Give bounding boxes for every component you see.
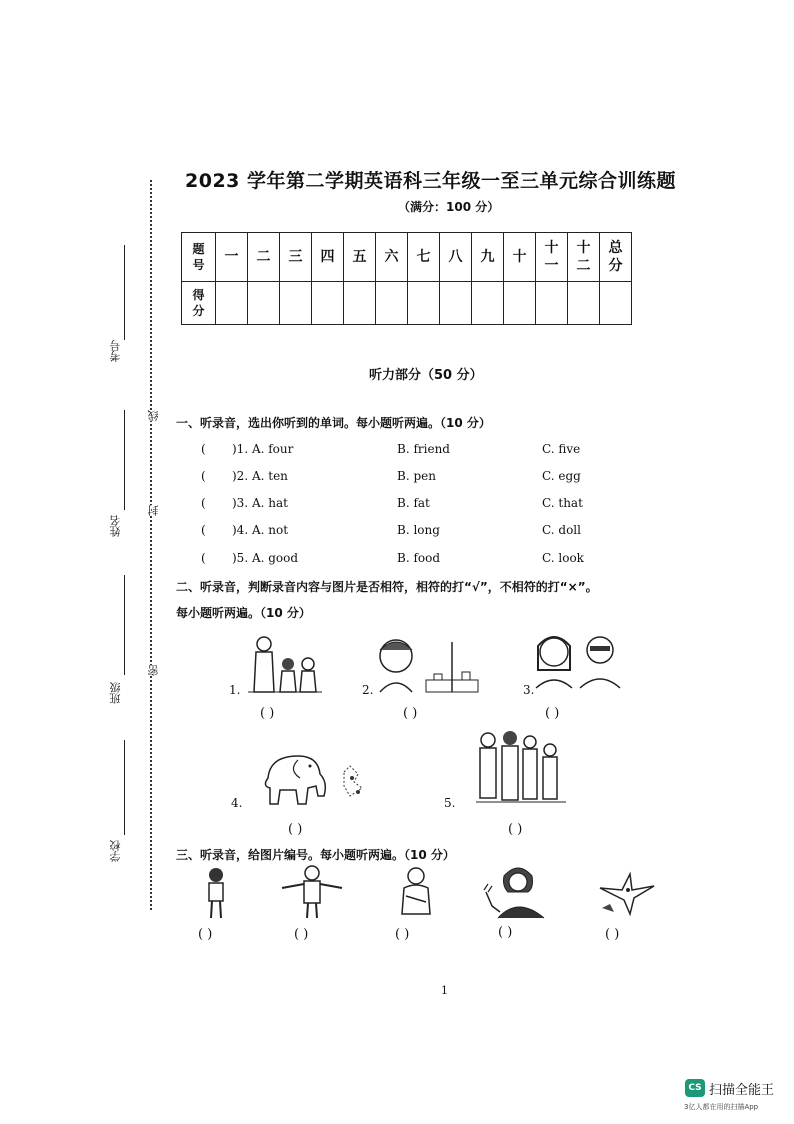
bird-kite-picture [596,868,656,920]
question-a: )1. A. four [232,442,294,456]
table-cell: 六 [376,233,408,282]
score-input-cell[interactable] [600,282,632,325]
seal-char-line: 线 [147,410,160,421]
table-cell: 一 [216,233,248,282]
table-cell: 二 [248,233,280,282]
score-input-cell[interactable] [248,282,280,325]
answer-paren[interactable]: ( ) [508,822,523,837]
binding-dotted-line [150,180,152,910]
score-input-cell[interactable] [312,282,344,325]
table-cell: 七 [408,233,440,282]
seal-char-mi: 密 [147,665,160,676]
exam-title: 2023 学年第二学期英语科三年级一至三单元综合训练题 [185,170,676,192]
answer-paren[interactable]: ( ) [498,925,513,940]
answer-paren[interactable]: ( [201,469,206,483]
camscanner-name: 扫描全能王 [709,1083,775,1098]
option-b: B. pen [397,469,436,483]
option-b: B. fat [397,496,430,510]
table-cell: 总分 [600,233,632,282]
section2-title-cont: 每小题听两遍。（10 分） [176,606,311,620]
score-table [181,232,632,325]
answer-paren[interactable]: ( [201,442,206,456]
arms-open-picture [278,864,346,920]
kaohao-line [124,245,125,340]
question-a: )3. A. hat [232,496,288,510]
answer-paren[interactable]: ( ) [294,927,309,942]
picture-number: 5. [444,796,456,810]
option-b: B. friend [397,442,450,456]
camscanner-logo: CS [685,1079,705,1097]
score-input-cell[interactable] [344,282,376,325]
picture-number: 1. [229,683,241,697]
table-cell: 十 [504,233,536,282]
score-input-cell[interactable] [504,282,536,325]
crouching-picture [396,866,436,920]
elephant-picture [258,748,388,808]
answer-paren[interactable]: ( ) [198,927,213,942]
question-a: )5. A. good [232,551,299,565]
option-b: B. long [397,523,440,537]
answer-paren[interactable]: ( ) [260,706,275,721]
option-c: C. that [542,496,583,510]
question-a: )2. A. ten [232,469,288,483]
woman-city-picture [374,634,484,696]
section3-title: 三、听录音，给图片编号。每小题听两遍。（10 分） [176,848,455,862]
score-input-cell[interactable] [280,282,312,325]
option-b: B. food [397,551,441,565]
class-label: 班级 [109,682,122,704]
page-number: 1 [441,984,448,997]
kaohao-label: 考号 [109,340,122,362]
class-line [124,575,125,675]
camscanner-slogan: 3亿人都在用的扫描App [684,1103,759,1111]
table-cell: 五 [344,233,376,282]
score-input-cell[interactable] [408,282,440,325]
table-cell: 题号 [182,233,216,282]
table-cell: 九 [472,233,504,282]
answer-paren[interactable]: ( [201,523,206,537]
girl-man-picture [530,630,622,690]
picture-number: 4. [231,796,243,810]
question-a: )4. A. not [232,523,289,537]
table-cell: 十一 [536,233,568,282]
school-label: 学校 [109,840,122,862]
score-input-cell[interactable] [472,282,504,325]
score-input-cell[interactable] [376,282,408,325]
table-cell: 八 [440,233,472,282]
boy-picture [200,866,232,920]
option-c: C. five [542,442,581,456]
score-input-cell[interactable] [568,282,600,325]
score-input-cell[interactable] [536,282,568,325]
table-cell: 十二 [568,233,600,282]
family-picture [244,634,324,696]
seal-char-feng: 封 [147,505,160,516]
waving-woman-picture [482,862,548,920]
listening-part-title: 听力部分（50 分） [369,368,483,383]
school-line [124,740,125,835]
table-cell: 四 [312,233,344,282]
score-input-cell[interactable] [440,282,472,325]
picture-number: 2. [362,683,374,697]
answer-paren[interactable]: ( ) [395,927,410,942]
answer-paren[interactable]: ( ) [403,706,418,721]
option-c: C. look [542,551,584,565]
exam-subtitle: （满分：100 分） [398,200,500,214]
picture-number: 3. [523,683,535,697]
option-c: C. doll [542,523,581,537]
answer-paren[interactable]: ( ) [605,927,620,942]
answer-paren[interactable]: ( [201,496,206,510]
answer-paren[interactable]: ( ) [288,822,303,837]
answer-paren[interactable]: ( ) [545,706,560,721]
option-c: C. egg [542,469,581,483]
name-line [124,410,125,510]
group-picture [474,728,570,806]
table-cell: 得分 [182,282,216,325]
section2-title: 二、听录音，判断录音内容与图片是否相符，相符的打“√”，不相符的打“×”。 [176,580,598,594]
name-label: 姓名 [109,515,122,537]
table-cell: 三 [280,233,312,282]
score-input-cell[interactable] [216,282,248,325]
section1-title: 一、听录音，选出你听到的单词。每小题听两遍。（10 分） [176,416,491,430]
answer-paren[interactable]: ( [201,551,206,565]
